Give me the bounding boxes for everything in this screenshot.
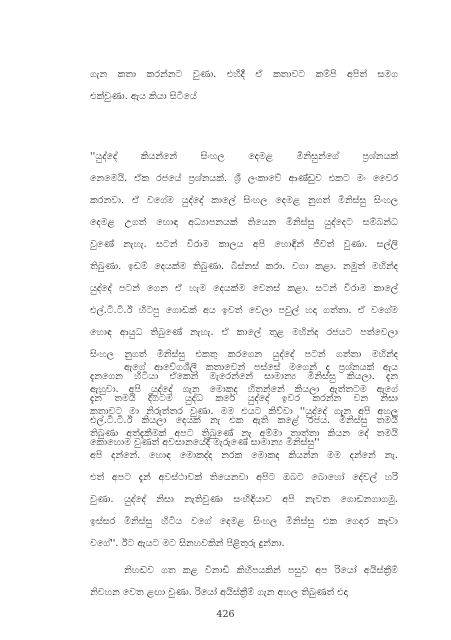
text-line: දැන තමයි දිගටම යුද්ධ කරේ යුද්දේ ඉවර කරන්න වන නිසා (90, 393, 398, 404)
text-line: දැනගෙන හිටියා ඒකෙන් මැරෙන්නේ සාමාන්‍ය මිනිස්සු කියලා. දැන (90, 371, 398, 382)
text-line: කරනවා. ඒ වගේම යුද්දේ කාලේ සිංහල දෙමළ නුගත් මිනිස්සු සිංහල (90, 195, 398, 206)
text-line: වුණේ නැහැ. සටන් විරාම කාලය අපි හොඳින් ජීවත් වුණා. සල්ලි (90, 239, 398, 250)
text-line: ''යුද්දේ කියන්නේ සිංහල දෙමළ මිනිසුන්ගේ ප්‍රශ්නයක් (90, 151, 398, 162)
text-line: කතාවට මා නිරුත්තර වුණා. මම එයට කිව්වා ''යුද්දේ ගැන අපි අහල (90, 406, 398, 417)
text-line: අපි දන්නේ. හොඳ මොකද්ද නරක මොකද කියන්න මම දන්නේ නැ. (90, 450, 398, 461)
text-line: එල්.ටී.ටී.ඊ කියලා දෙයක් නැ එක ඇති කළේ රජය. මිනිස්සු තමයි (90, 415, 398, 426)
text-line: ඇහුවා. අපි යුද්දේ ගැන මොකද හිතන්නේ කියලා ඇත්තටම ඇගේ (90, 384, 398, 395)
page-number: 426 (216, 609, 235, 620)
text-line: හොඳ ආයුධ තිබුණේ නැහැ. ඒ කාලේ තුළ මහින්ද රජයට පත්වෙලා (90, 327, 398, 338)
text-line: තිබුණා අත්දැකීමක් අපට තිබුණේ නැ අම්මා තාත්තා කියන දේ තමයි (90, 428, 398, 439)
paragraph (90, 357, 398, 555)
paragraph (90, 560, 398, 604)
text-line: වුණා. යුද්දේ නිසා නැතිවුණා සංහිඳියාව අපි නැවත ගොඩනගාගමු. (90, 494, 398, 505)
text-line: ඉස්සර මිනිස්සු හිටිය වගේ දෙමළ සිංහල මිනිස්සු එක ගෙදර කෑවා (90, 516, 398, 527)
paragraph (90, 64, 398, 108)
text-line: නෙමෙයි. ඒක රජයේ ප්‍රශ්නයක්. ශ්‍රී ලංකාවේ ආණ්ඩුව එකට මං වෛර (90, 173, 398, 184)
text-line: සිංහල නුගත් මිනිස්සු එකතු කරගෙන යුද්දේ පටන් ගත්තා මහින්ද (90, 349, 398, 360)
text-line: නිහඬව ගත කළ විනාඩි කිහිපයකින් පසුව අප රියෝ අයිස්ක්‍රීම් (124, 565, 398, 576)
text-line: කොහොම වුණත් අවසානයේදී මැරුණේ සාමාන්‍ය මිනිස්සු'' (90, 437, 320, 448)
text-line: එල්.ටී.ටී.ඊ හිටපු ගොඩක් අය ඉවත් වෙලා පවුල් හදා ගත්තා. ඒ වගේම (90, 305, 398, 316)
text-line: වගේ''. ඊට ඇයට මට සිනහවකින් පිළිතුරු දුන්නා. (90, 538, 285, 549)
text-line: දෙමළ උගත් හොඳ අධ්‍යාපනයක් තියෙන මිනිස්සු යුද්දෙට සම්බන්ධ (90, 217, 398, 228)
text-line: එක්වුණා. ඇය කියා සිටියේ (90, 91, 197, 102)
text-line: නිවහන වෙත ළඟා වුණා. රියෝ අයිස්ක්‍රීම් ගැන අහල තිබුණත් එදා (90, 587, 348, 598)
text-line: යුද්දේ පටන් ගෙන ඒ හැම දෙයක්ම වෙනස් කළා. සටන් විරාම කාලේ (90, 283, 398, 294)
text-line: තිබුණා. ඉඩම් දෙයක්ම තිබුණා. බිස්නස් කරා. වගා කළා. නමුත් මහින්ද (90, 261, 398, 272)
text-line: ගැන කතා කරන්නට වුණා. එහිදී ඒ කතාවට කම්පි අපිත් සමග (90, 69, 398, 80)
text-line: ඇගේ ආවේගශීලී කතාවෙන් පස්සේ මගෙන් ද ප්‍රශ්නයක් ඇය (124, 362, 398, 373)
text-line: එත් අපට දැන් අවස්ථාවක් තියෙනවා අපිට ඔබට බොහෝ දේවල් හරි (90, 472, 398, 483)
